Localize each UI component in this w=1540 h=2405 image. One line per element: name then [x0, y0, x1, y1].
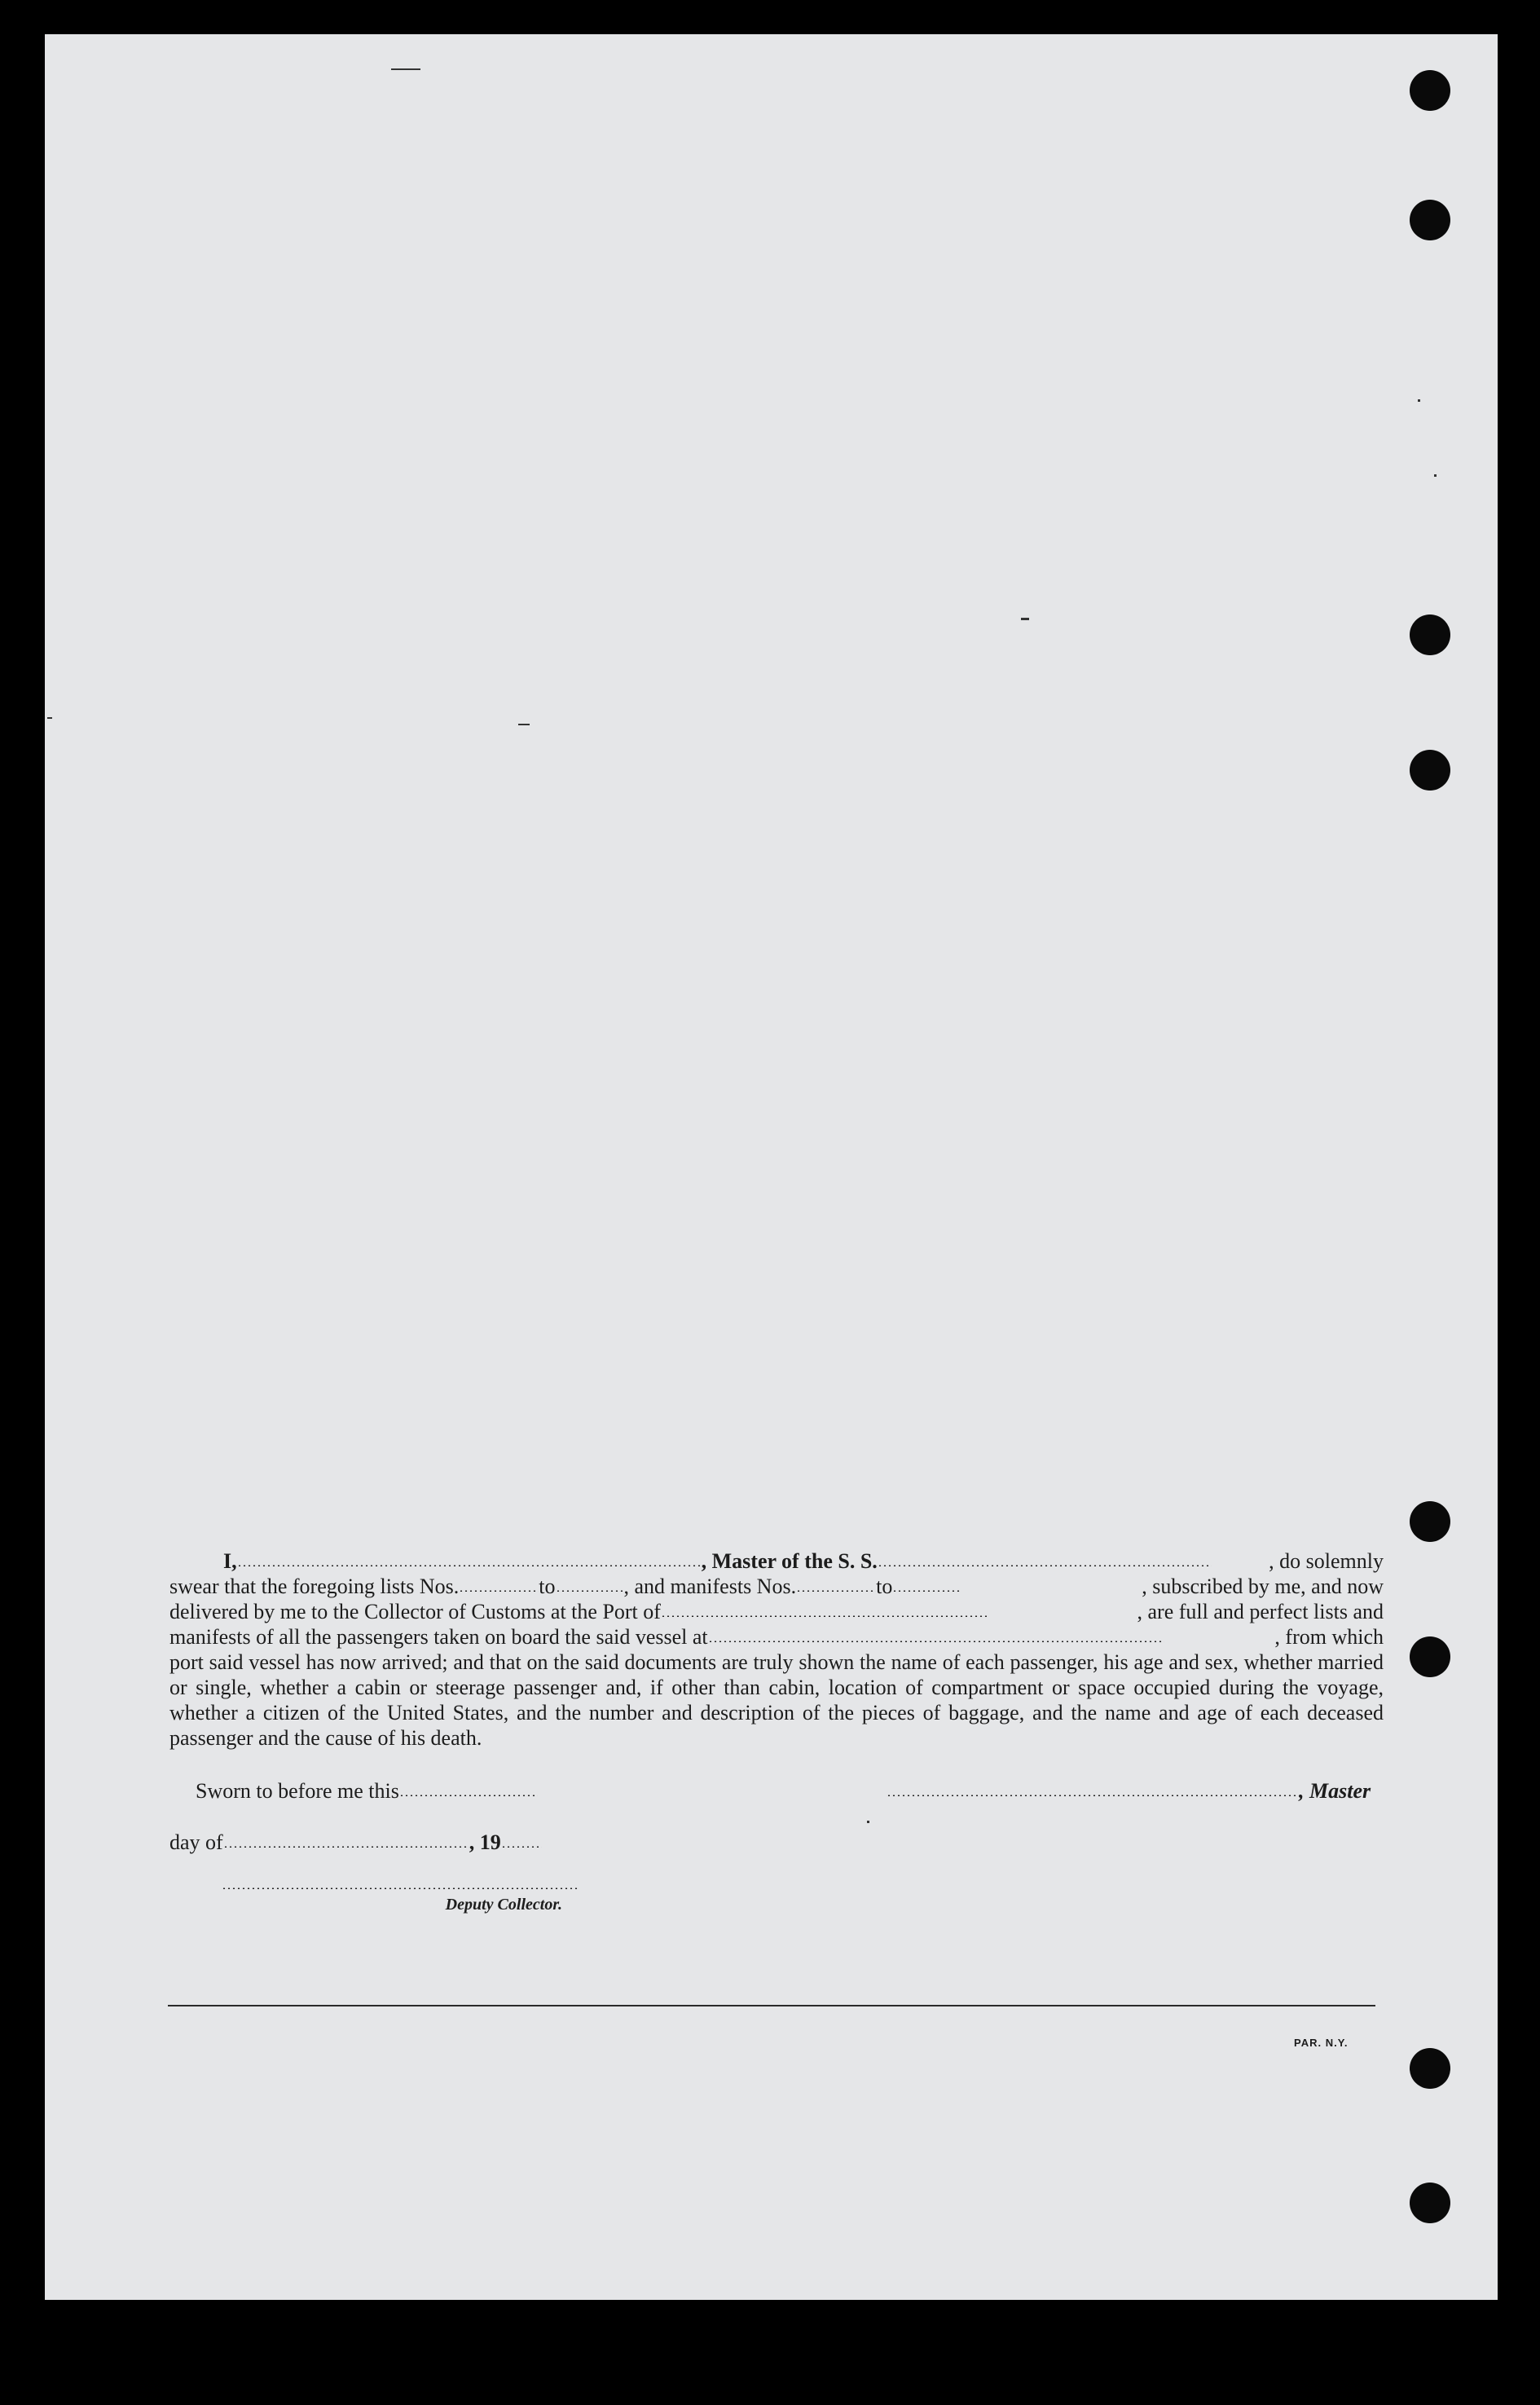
oath-text: swear that the foregoing lists Nos.	[169, 1575, 460, 1598]
form-page	[45, 34, 1498, 2300]
month-blank[interactable]	[223, 1846, 469, 1848]
binder-hole	[1410, 1501, 1450, 1542]
deputy-collector-signature	[222, 1889, 579, 1914]
oath-text: , Master of the S. S.	[701, 1549, 878, 1573]
manifests-from-blank[interactable]	[796, 1590, 876, 1592]
binder-hole	[1410, 1636, 1450, 1677]
year-prefix: , 19	[469, 1830, 501, 1854]
master-label: , Master	[1299, 1779, 1371, 1803]
sworn-line	[196, 1779, 538, 1804]
oath-body: port said vessel has now arrived; and that on the said documents are truly shown the name of each passenger, his age and sex, whether married or single, whether a cabin or steerage passenger and, if other than cabin, location of compartment or space occupied during the voyage, whether a citizen of the United States, and the number and description of the pieces of baggage, and the name and age of each deceased passenger and the cause of his death.	[169, 1650, 1384, 1750]
master-signature-line	[887, 1779, 1371, 1804]
oath-text: manifests of all the passengers taken on board the said vessel at	[169, 1625, 708, 1649]
binder-hole	[1410, 200, 1450, 240]
oath-text: to	[876, 1575, 893, 1598]
master-signature-blank[interactable]	[887, 1795, 1299, 1796]
oath-text: to	[539, 1575, 556, 1598]
scan-mark	[867, 1821, 869, 1823]
horizontal-rule	[168, 2005, 1375, 2006]
binder-hole	[1410, 2183, 1450, 2223]
oath-line-1	[169, 1548, 1384, 1574]
deputy-label: Deputy Collector.	[445, 1896, 562, 1914]
scan-mark	[1021, 618, 1029, 620]
year-blank[interactable]	[501, 1846, 542, 1848]
oath-text: I,	[223, 1549, 237, 1573]
lists-from-blank[interactable]	[459, 1590, 539, 1592]
day-of-line	[169, 1830, 542, 1855]
oath-text: , and manifests Nos.	[623, 1575, 797, 1598]
sworn-label: Sworn to before me this	[196, 1779, 399, 1803]
lists-to-blank[interactable]	[556, 1590, 624, 1592]
binder-hole	[1410, 2048, 1450, 2089]
scan-mark	[1434, 474, 1437, 477]
scan-mark	[1418, 399, 1420, 402]
deputy-signature-blank[interactable]	[222, 1887, 579, 1889]
scan-mark	[391, 68, 420, 70]
embarkation-port-blank[interactable]	[708, 1641, 1164, 1642]
day-of-label: day of	[169, 1830, 223, 1854]
binder-hole	[1410, 750, 1450, 791]
port-blank[interactable]	[661, 1615, 987, 1617]
binder-hole	[1410, 70, 1450, 111]
oath-text: , do solemnly	[1269, 1549, 1384, 1573]
manifests-to-blank[interactable]	[892, 1590, 961, 1592]
printer-mark: PAR. N.Y.	[1294, 2037, 1349, 2049]
oath-text: delivered by me to the Collector of Customs at the Port of	[169, 1600, 661, 1623]
oath-text: , are full and perfect lists and	[1137, 1600, 1384, 1623]
oath-line-2	[169, 1574, 1384, 1599]
binder-hole	[1410, 614, 1450, 655]
master-name-blank[interactable]	[237, 1565, 702, 1566]
master-oath-paragraph	[169, 1548, 1384, 1751]
ship-name-blank[interactable]	[878, 1565, 1212, 1566]
oath-text: , from which	[1274, 1625, 1384, 1649]
scan-mark	[518, 724, 530, 725]
oath-line-4	[169, 1624, 1384, 1650]
sworn-day-blank[interactable]	[399, 1795, 538, 1796]
oath-line-3	[169, 1599, 1384, 1624]
scan-mark	[47, 717, 52, 719]
oath-text: , subscribed by me, and now	[1142, 1575, 1384, 1598]
